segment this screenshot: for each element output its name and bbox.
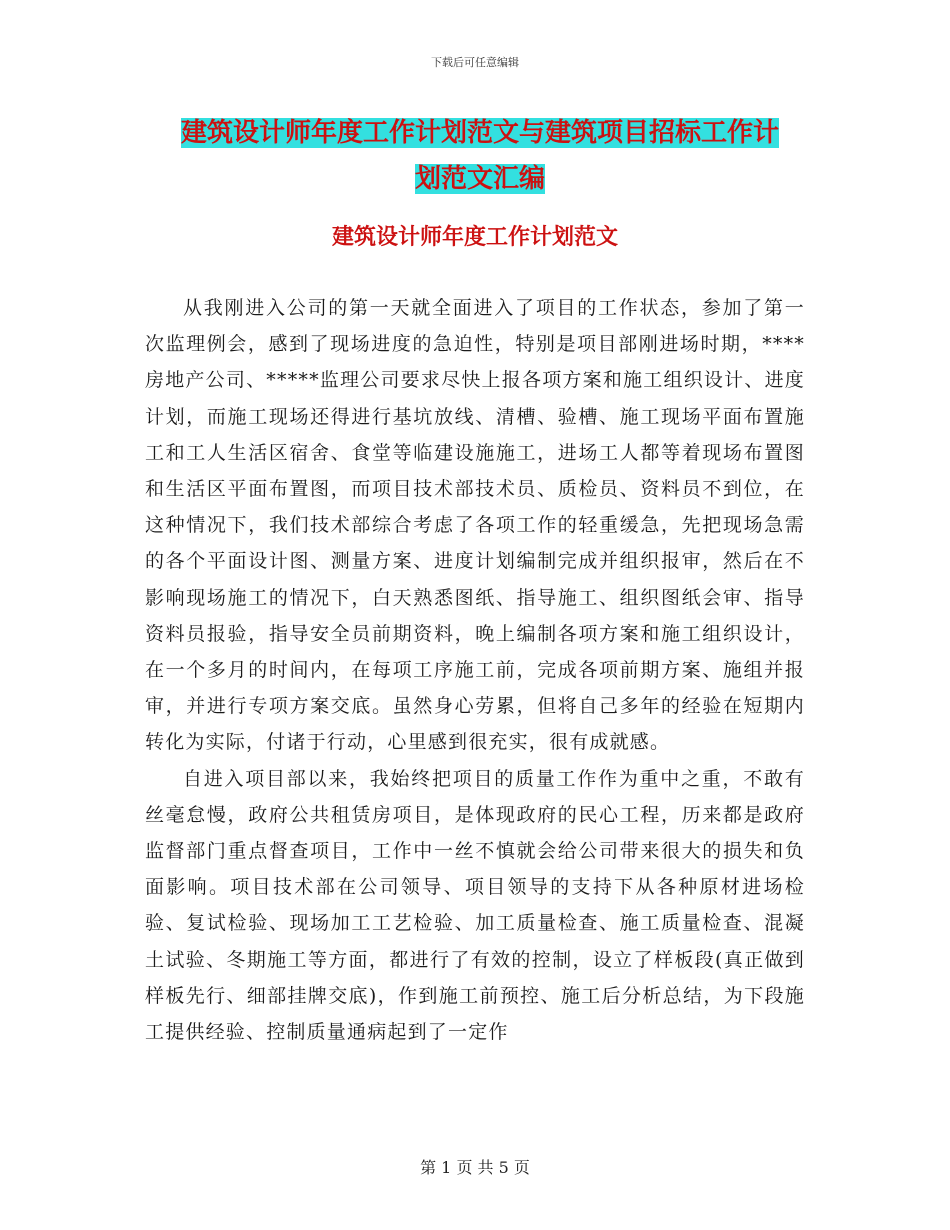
- paragraph-2: 自进入项目部以来，我始终把项目的质量工作作为重中之重，不敢有丝毫怠慢，政府公共租赁房项目，是体现政府的民心工程，历来都是政府监督部门重点督查项目，工作中一丝不慎就会给公司带来很大的损失和负面影响。项目技术部在公司领导、项目领导的支持下从各种原材进场检验、复试检验、现场加工工艺检验、加工质量检查、施工质量检查、混凝土试验、冬期施工等方面，都进行了有效的控制，设立了样板段(真正做到样板先行、细部挂牌交底)，作到施工前预控、施工后分析总结，为下段施工提供经验、控制质量通病起到了一定作: [145, 767, 805, 1044]
- section-title: 建筑设计师年度工作计划范文: [331, 225, 618, 250]
- document-body: [145, 290, 805, 1050]
- document-title: [150, 110, 810, 202]
- page-header: 下载后可任意编辑: [431, 56, 519, 69]
- page-footer: 第 1 页 共 5 页: [420, 1158, 530, 1177]
- paragraph-1: 从我刚进入公司的第一天就全面进入了项目的工作状态，参加了第一次监理例会，感到了现场进度的急迫性，特别是项目部刚进场时期，****房地产公司、*****监理公司要求尽快上报各项方案和施工组织设计、进度计划，而施工现场还得进行基坑放线、清槽、验槽、施工现场平面布置施工和工人生活区宿舍、食堂等临建设施施工，进场工人都等着现场布置图和生活区平面布置图，而项目技术部技术员、质检员、资料员不到位，在这种情况下，我们技术部综合考虑了各项工作的轻重缓急，先把现场急需的各个平面设计图、测量方案、进度计划编制完成并组织报审，然后在不影响现场施工的情况下，白天熟悉图纸、指导施工、组织图纸会审、指导资料员报验，指导安全员前期资料，晚上编制各项方案和施工组织设计，在一个多月的时间内，在每项工序施工前，完成各项前期方案、施组并报审，并进行专项方案交底。虽然身心劳累，但将自己多年的经验在短期内转化为实际，付诸于行动，心里感到很充实，很有成就感。: [145, 297, 805, 754]
- title-line-2: 划范文汇编: [414, 164, 545, 194]
- title-line-1: 建筑设计师年度工作计划范文与建筑项目招标工作计: [180, 118, 779, 148]
